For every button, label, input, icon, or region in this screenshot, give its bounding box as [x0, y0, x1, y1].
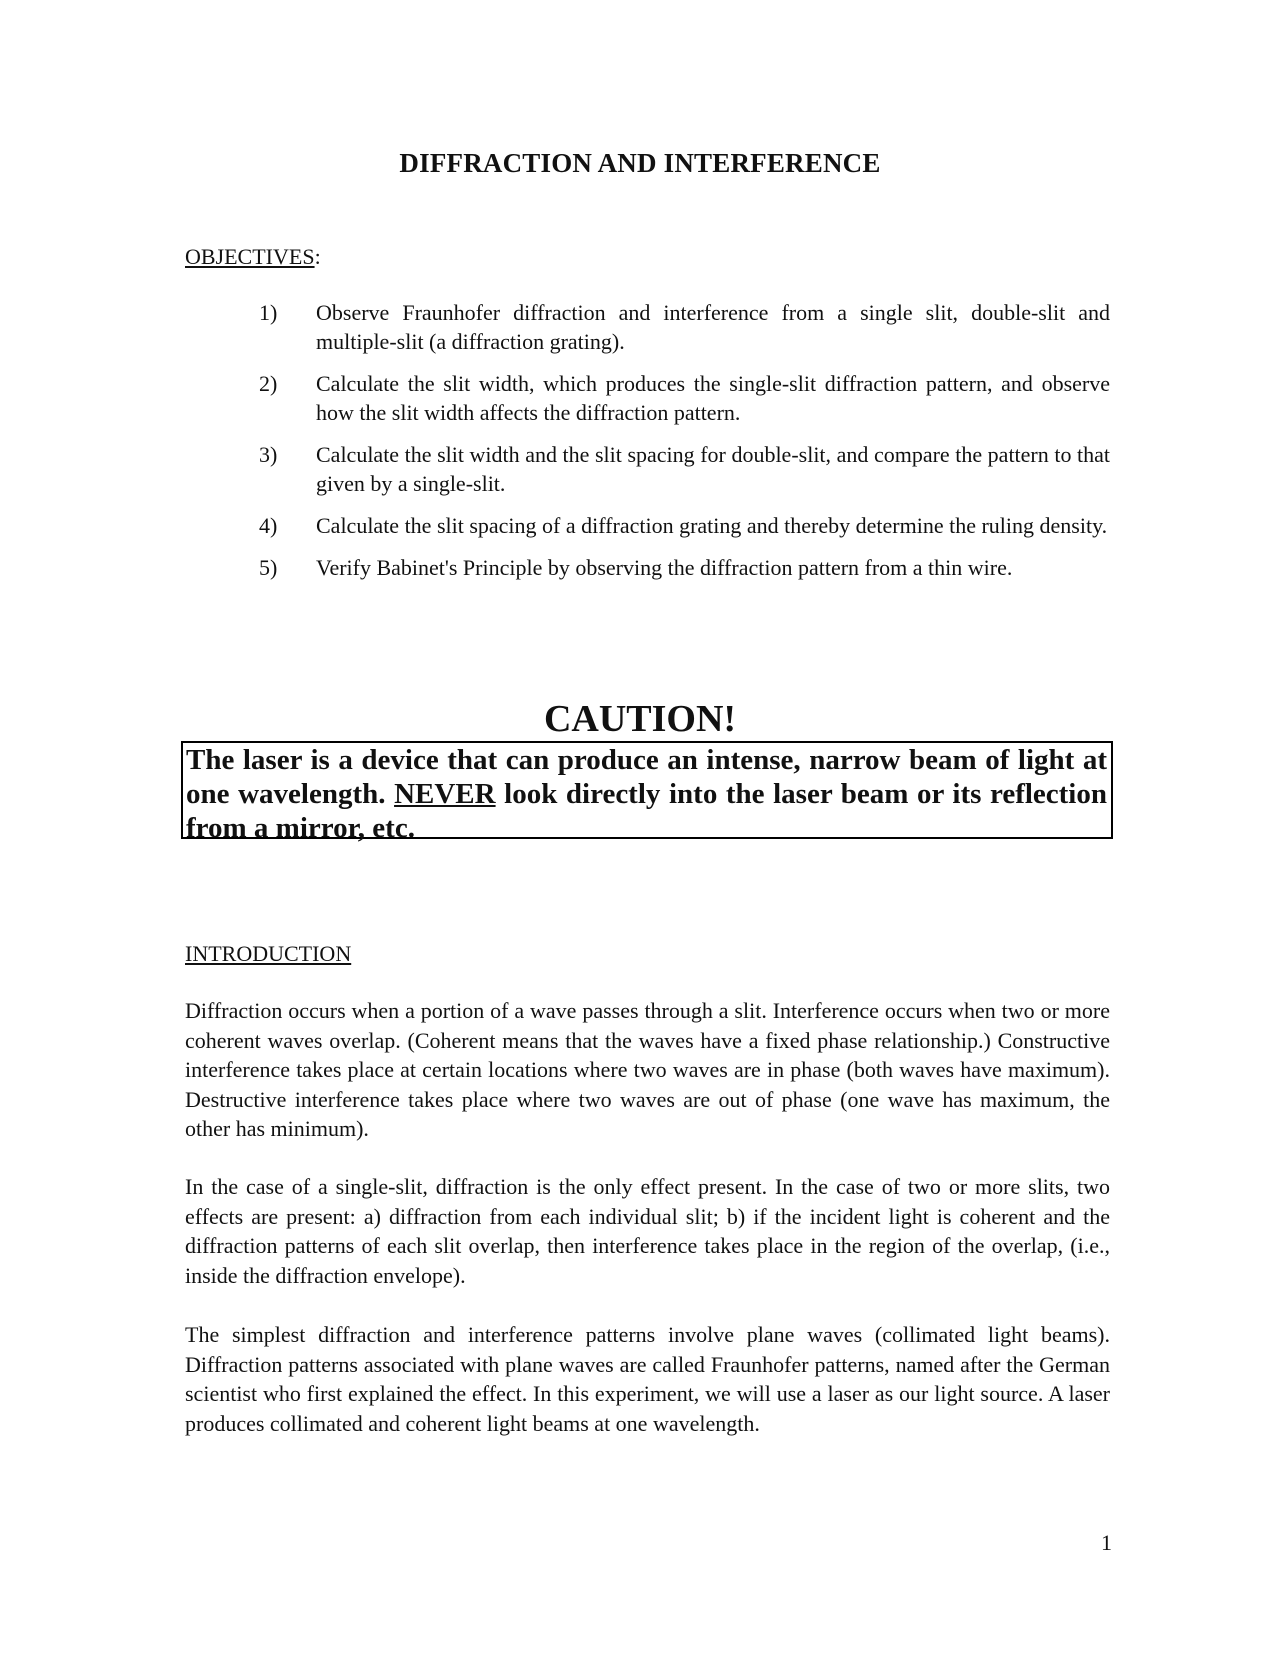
introduction-heading [185, 941, 351, 967]
caution-title: CAUTION! [543, 698, 737, 740]
objective-number: 3) [259, 442, 278, 467]
objective-text: Observe Fraunhofer diffraction and interference from a single slit, double-slit and multiple-slit (a diffraction grating). [316, 300, 1110, 354]
page-number: 1 [1101, 1530, 1112, 1555]
objective-number: 1) [259, 300, 278, 325]
objectives-heading [185, 244, 321, 270]
caution-box [181, 741, 1113, 844]
objective-number: 5) [259, 555, 278, 580]
introduction-paragraph: The simplest diffraction and interference patterns involve plane waves (collimated light beams). Diffraction patterns associated with plane waves are called Fraunhofer patterns, named after the German scientist who first explained the effect. In this experiment, we will use a laser as our light source. A laser produces collimated and coherent light beams at one wavelength. [185, 1322, 1110, 1436]
caution-never-emphasis: NEVER [394, 778, 496, 810]
objective-item [185, 511, 1110, 540]
introduction-paragraph: Diffraction occurs when a portion of a wave passes through a slit. Interference occurs when two or more coherent waves overlap. (Coherent means that the waves have a fixed phase relationship.) Constructive interference takes place at certain locations where two waves are in phase (both waves have maximum). Destructive interference takes place where two waves are out of phase (one wave has maximum, the other has minimum). [185, 998, 1110, 1141]
caution-text-end: look directly into the laser beam or its reflection from a mirror, etc. [186, 778, 1107, 844]
objective-text: Verify Babinet's Principle by observing the diffraction pattern from a thin wire. [316, 555, 1013, 580]
document-title: DIFFRACTION AND INTERFERENCE [399, 148, 881, 178]
objectives-list [185, 298, 1110, 595]
objective-item [185, 369, 1110, 427]
objectives-heading-label: OBJECTIVES [185, 244, 315, 269]
objective-item [185, 553, 1110, 582]
objective-number: 2) [259, 371, 278, 396]
introduction-paragraph: In the case of a single-slit, diffraction is the only effect present. In the case of two or more slits, two effects are present: a) diffraction from each individual slit; b) if the incident light is coherent and the diffraction patterns of each slit overlap, then interference takes place in the region of the overlap, (i.e., inside the diffraction envelope). [185, 1174, 1110, 1288]
objectives-heading-colon: : [314, 244, 321, 269]
objective-item [185, 298, 1110, 356]
objective-number: 4) [259, 513, 278, 538]
objective-text: Calculate the slit width and the slit spacing for double-slit, and compare the pattern to that given by a single-slit. [316, 442, 1110, 496]
introduction-heading-label: INTRODUCTION [185, 941, 352, 966]
objective-item [185, 440, 1110, 498]
caution-text-start: The laser is a device that can produce an intense, narrow beam of light at one wavelength. [186, 744, 1107, 810]
objective-text: Calculate the slit width, which produces the single-slit diffraction pattern, and observe how the slit width affects the diffraction pattern. [316, 371, 1110, 425]
objective-text: Calculate the slit spacing of a diffraction grating and thereby determine the ruling density. [316, 513, 1108, 538]
